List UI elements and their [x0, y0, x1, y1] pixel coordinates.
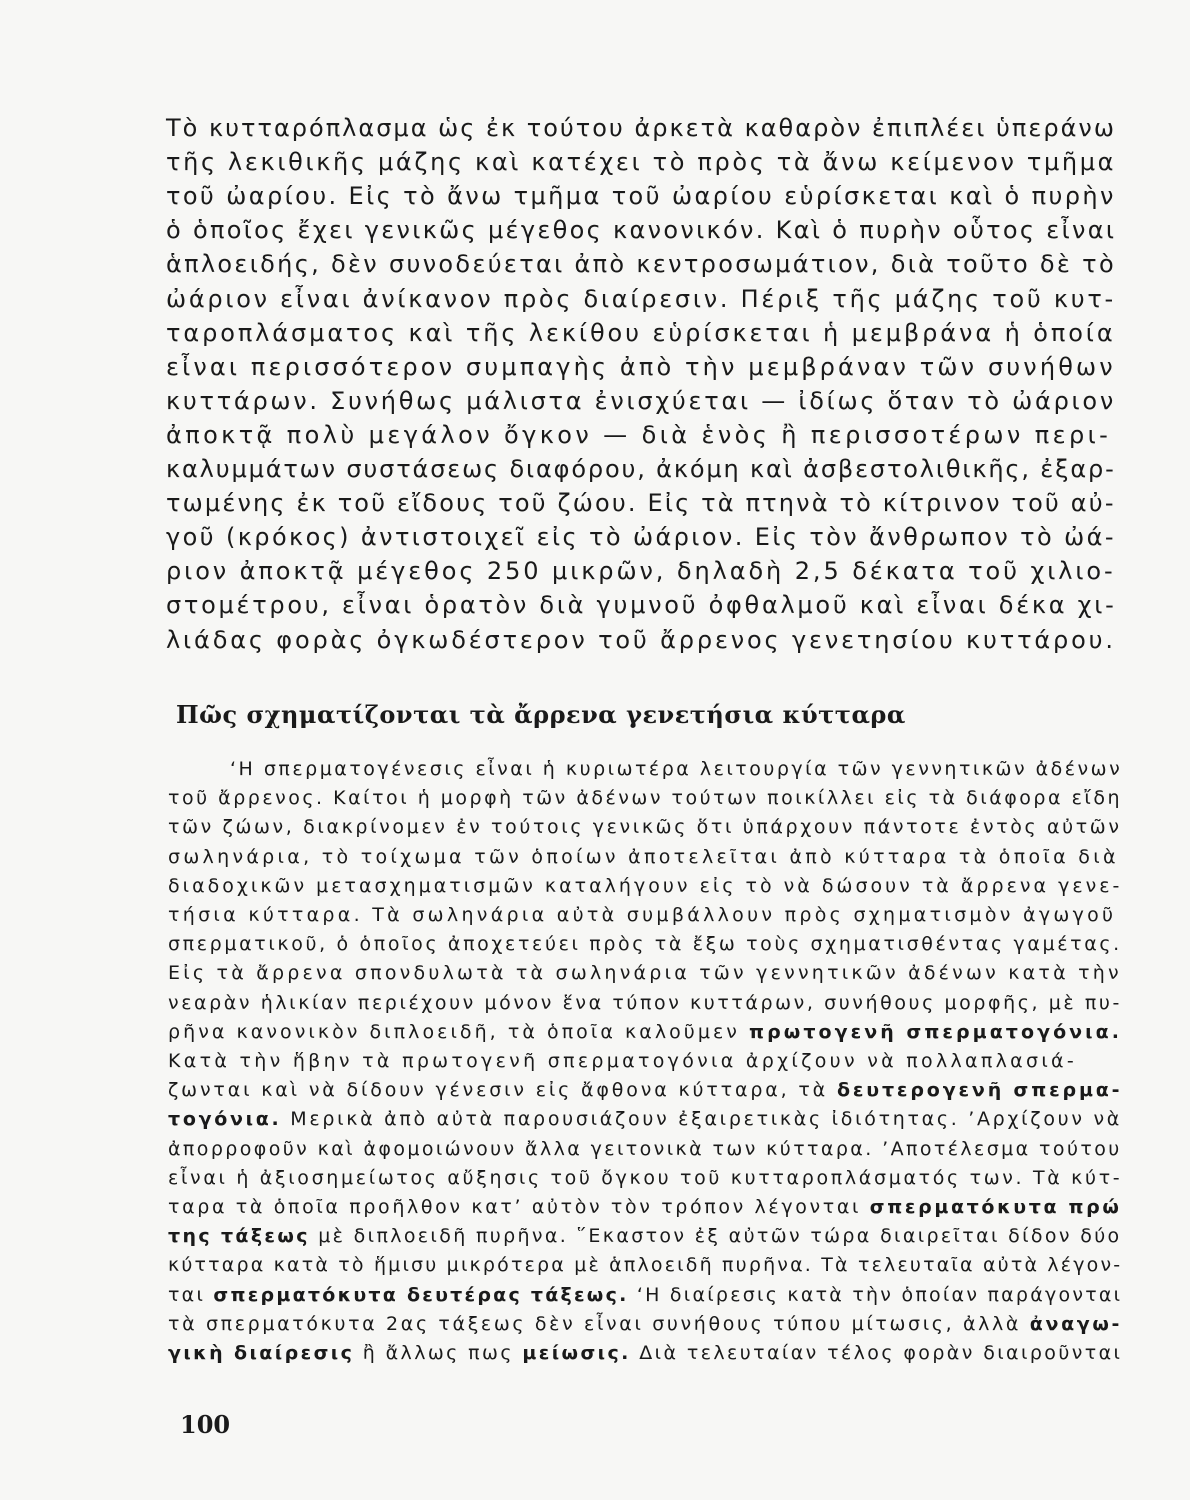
text-segment: εἶναι ἡ ἀξιοσημείωτος αὔξησις τοῦ ὄγκου τοῦ κυτταροπλάσματός των. Τὰ κύτ- [168, 1166, 1123, 1189]
text-segment: τῶν ζώων, διακρίνομεν ἐν τούτοις γενικῶς ὅτι ὑπάρχουν πάντοτε ἐντὸς αὐτῶν [168, 816, 1122, 839]
page-number: 100 [180, 1410, 231, 1439]
text-segment: ἀπορροφοῦν καὶ ἀφομοιώνουν ἄλλα γειτονικὰ των κύτταρα. ’Αποτέλεσμα τούτου [168, 1137, 1122, 1160]
text-line: γοῦ (κρόκος) ἀντιστοιχεῖ εἰς τὸ ὠάριον. Εἰς τὸν ἄνθρωπον τὸ ὠά- [166, 523, 1116, 552]
text-segment: Κατὰ τὴν ἥβην τὰ πρωτογενῆ σπερματογόνια ἀρχίζουν νὰ πολλαπλασιά- [168, 1050, 1078, 1072]
text-segment: διαδοχικῶν μετασχηματισμῶν καταλήγουν εἰς τὸ νὰ δώσουν τὰ ἄρρενα γενε- [168, 874, 1123, 897]
text-line [168, 875, 1122, 897]
text-line: ὠάριον εἶναι ἀνίκανον πρὸς διαίρεσιν. Πέριξ τῆς μάζης τοῦ κυτ- [166, 284, 1116, 313]
text-line [168, 933, 1122, 955]
bold-term: της τάξεως [168, 1225, 310, 1248]
text-segment: Μερικὰ ἀπὸ αὐτὰ παρουσιάζουν ἐξαιρετικὰς ἰδιότητας. ’Αρχίζουν νὰ [281, 1108, 1123, 1131]
text-segment: Διὰ τελευταίαν τέλος φορὰν διαιροῦνται [630, 1342, 1123, 1364]
text-line [168, 992, 1122, 1014]
text-line [168, 1079, 1122, 1101]
text-line [168, 1225, 1122, 1247]
text-line: Τὸ κυτταρόπλασμα ὡς ἐκ τούτου ἀρκετὰ καθαρὸν ἐπιπλέει ὑπεράνω [166, 114, 1116, 142]
text-line [168, 1138, 1122, 1160]
text-segment: ‘Η σπερματογένεσις εἶναι ἡ κυριωτέρα λειτουργία τῶν γεννητικῶν ἀδένων [230, 758, 1123, 780]
text-segment: ρῆνα κανονικὸν διπλοειδῆ, τὰ ὁποῖα καλοῦμεν [168, 1020, 750, 1043]
text-segment: ζωνται καὶ νὰ δίδουν γένεσιν εἰς ἄφθονα κύτταρα, τὰ [168, 1079, 837, 1102]
text-segment: νεαρὰν ἡλικίαν περιέχουν μόνον ἕνα τύπον κυττάρων, συνήθους μορφῆς, μὲ πυ- [168, 991, 1122, 1014]
text-line: τωμένης ἐκ τοῦ εἴδους τοῦ ζώου. Εἰς τὰ πτηνὰ τὸ κίτρινον τοῦ αὐ- [166, 489, 1116, 518]
text-line: ἀποκτᾷ πολὺ μεγάλον ὄγκον — διὰ ἑνὸς ἢ περισσοτέρων περι- [166, 420, 1112, 449]
text-line [168, 1342, 1122, 1364]
section-heading: Πῶς σχηματίζονται τὰ ἄρρενα γενετήσια κύτταρα [176, 700, 906, 729]
text-line [168, 1108, 1122, 1130]
text-line: εἶναι περισσότερον συμπαγὴς ἀπὸ τὴν μεμβράναν τῶν συνήθων [166, 352, 1116, 381]
text-line: τοῦ ὠαρίου. Εἰς τὸ ἄνω τμῆμα τοῦ ὠαρίου εὑρίσκεται καὶ ὁ πυρὴν [166, 182, 1116, 211]
text-line [168, 846, 1119, 868]
text-line: λιάδας φορὰς ὀγκωδέστερον τοῦ ἄρρενος γενετησίου κυττάρου. [166, 625, 1116, 654]
text-line: τῆς λεκιθικῆς μάζης καὶ κατέχει τὸ πρὸς τὰ ἄνω κείμενον τμῆμα [166, 148, 1117, 177]
text-segment: σπερματικοῦ, ὁ ὁποῖος ἀποχετεύει πρὸς τὰ ἔξω τοὺς σχηματισθέντας γαμέτας. [168, 933, 1122, 956]
text-segment: τοῦ ἄρρενος. Καίτοι ἡ μορφὴ τῶν ἀδένων τούτων ποικίλλει εἰς τὰ διάφορα εἴδη [168, 787, 1123, 810]
bold-term: σπερματόκυτα πρώ [869, 1196, 1122, 1218]
text-line: καλυμμάτων συστάσεως διαφόρου, ἀκόμη καὶ ἀσβεστολιθικῆς, ἐξαρ- [166, 455, 1116, 483]
text-line: ταροπλάσματος καὶ τῆς λεκίθου εὑρίσκεται ἡ μεμβράνα ἡ ὁποία [166, 318, 1116, 347]
text-line [168, 962, 1122, 984]
bold-term: μείωσις. [522, 1342, 631, 1364]
text-line: κυττάρων. Συνήθως μάλιστα ἐνισχύεται — ἰδίως ὅταν τὸ ὠάριον [166, 386, 1116, 415]
text-segment: σωληνάρια, τὸ τοίχωμα τῶν ὁποίων ἀποτελεῖται ἀπὸ κύτταρα τὰ ὁποῖα διὰ [168, 845, 1119, 868]
text-segment: ἢ ἄλλως πως [354, 1342, 523, 1364]
text-line [168, 1167, 1122, 1189]
text-line: ὁ ὁποῖος ἔχει γενικῶς μέγεθος κανονικόν. Καὶ ὁ πυρὴν οὗτος εἶναι [166, 216, 1117, 245]
text-line [168, 1313, 1122, 1335]
bold-term: γικὴ διαίρεσις [168, 1342, 355, 1364]
bold-term: τογόνια. [168, 1108, 282, 1131]
bold-term: πρωτογενῆ σπερματογόνια. [749, 1020, 1122, 1043]
text-line: ἁπλοειδής, δὲν συνοδεύεται ἀπὸ κεντροσωμάτιον, διὰ τοῦτο δὲ τὸ [166, 250, 1116, 279]
text-line [168, 1254, 1122, 1276]
bold-term: ἀναγω- [1029, 1312, 1123, 1335]
text-line [168, 787, 1122, 809]
text-segment: ται [168, 1283, 214, 1306]
text-segment: ταρα τὰ ὁποῖα προῆλθον κατ’ αὐτὸν τὸν τρόπον λέγονται [168, 1196, 870, 1218]
text-segment: κύτταρα κατὰ τὸ ἥμισυ μικρότερα μὲ ἁπλοειδῆ πυρῆνα. Τὰ τελευταῖα αὐτὰ λέγον- [168, 1254, 1123, 1277]
text-line [168, 1050, 1077, 1072]
text-segment: μὲ διπλοειδῆ πυρῆνα. ῞Εκαστον ἐξ αὐτῶν τώρα διαιρεῖται δίδον δύο [309, 1225, 1122, 1248]
bold-term: σπερματόκυτα δευτέρας τάξεως. [213, 1283, 629, 1306]
text-line [168, 1021, 1122, 1043]
text-line [168, 816, 1122, 838]
text-segment: τὰ σπερματόκυτα 2ας τάξεως δὲν εἶναι συνήθους τύπου μίτωσις, ἀλλὰ [168, 1312, 1030, 1335]
text-segment: ‘Η διαίρεσις κατὰ τὴν ὁποίαν παράγονται [628, 1283, 1123, 1306]
text-line: στομέτρου, εἶναι ὁρατὸν διὰ γυμνοῦ ὀφθαλμοῦ καὶ εἶναι δέκα χι- [166, 591, 1117, 620]
bold-term: δευτερογενῆ σπερμα- [836, 1079, 1123, 1102]
text-line [168, 904, 1116, 926]
text-segment: τήσια κύτταρα. Τὰ σωληνάρια αὐτὰ συμβάλλουν πρὸς σχηματισμὸν ἀγωγοῦ [168, 904, 1117, 926]
text-segment: Εἰς τὰ ἄρρενα σπονδυλωτὰ τὰ σωληνάρια τῶν γεννητικῶν ἀδένων κατὰ τὴν [168, 962, 1122, 985]
text-line: ριον ἀποκτᾷ μέγεθος 250 μικρῶν, δηλαδὴ 2,5 δέκατα τοῦ χιλιο- [166, 557, 1116, 586]
text-line [168, 1284, 1122, 1306]
text-line [230, 758, 1122, 780]
text-line [168, 1196, 1122, 1218]
